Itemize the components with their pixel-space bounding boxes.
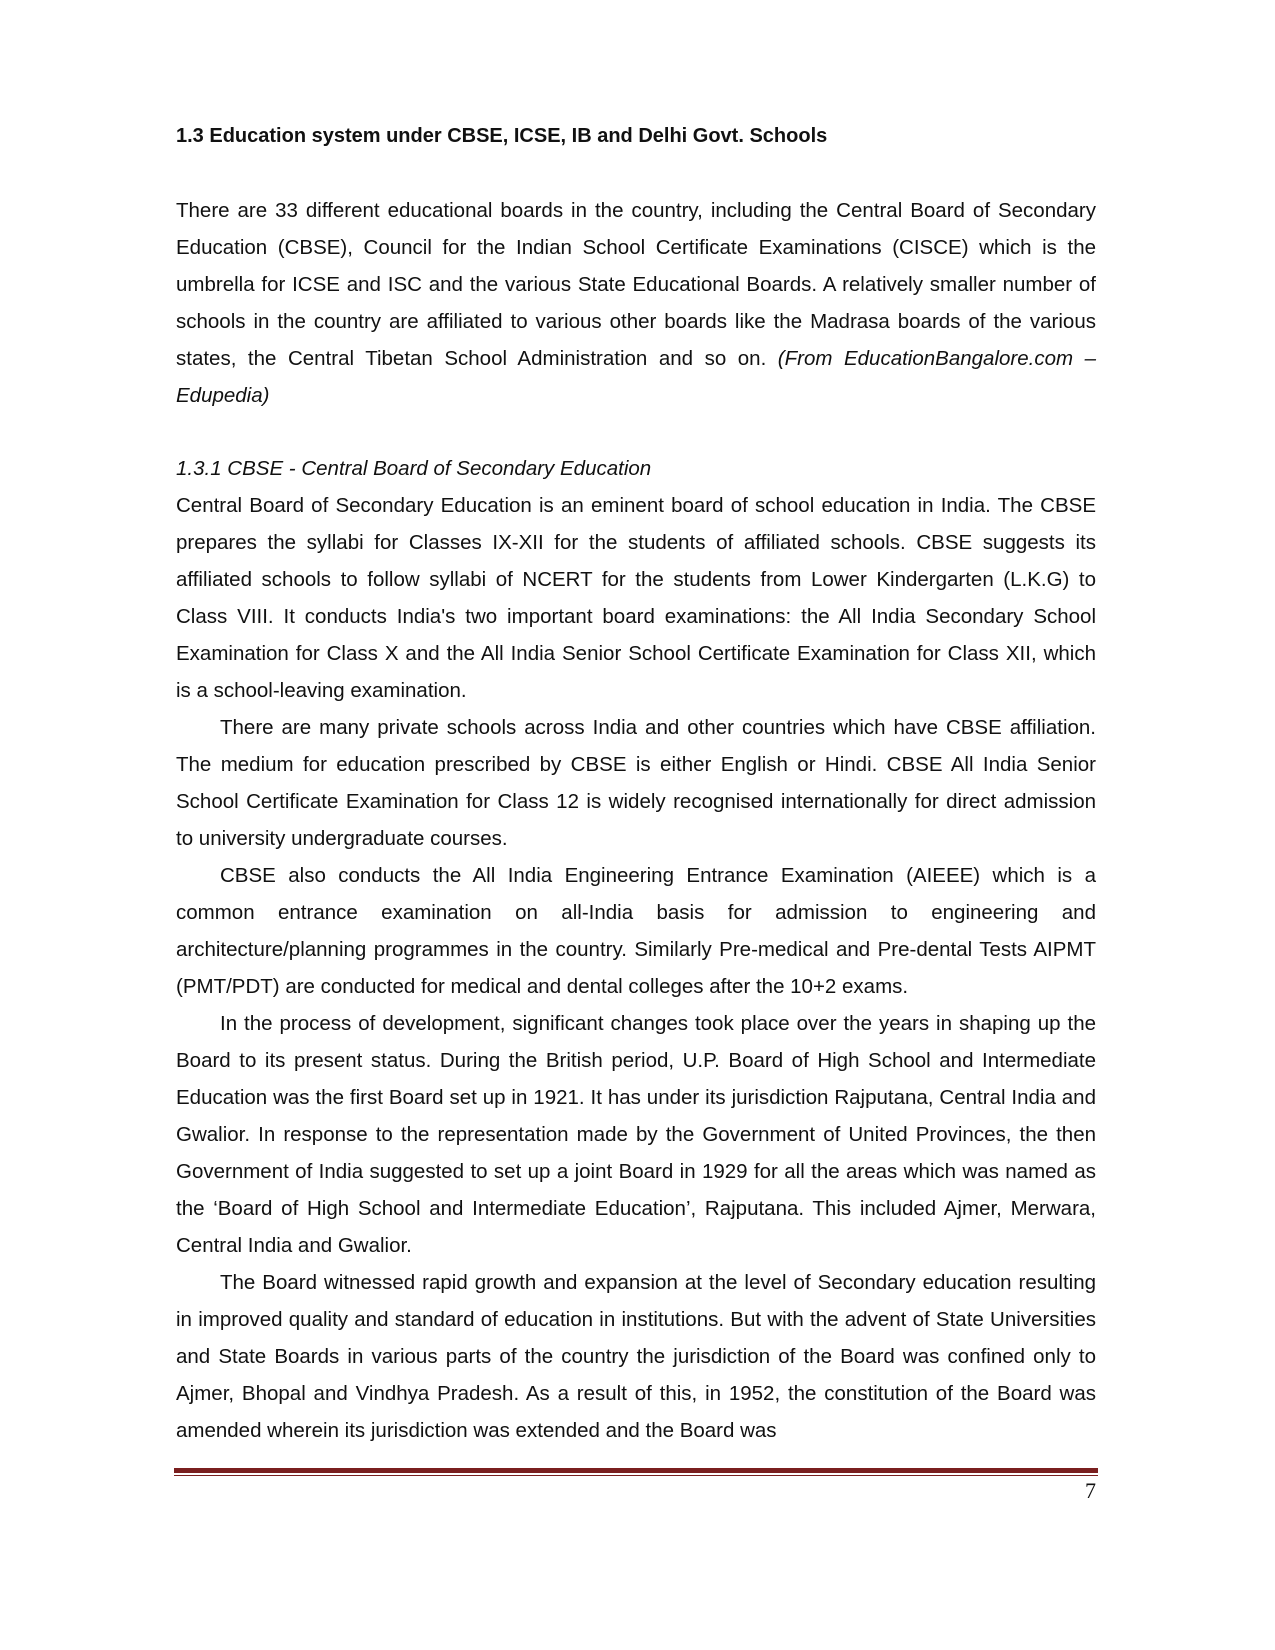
paragraph-history: In the process of development, significant changes took place over the years in shaping up the Board to its present status. During the British period, U.P. Board of High School and Intermediate Education was the first Board set up in 1921. It has under its jurisdiction Rajputana, Central India and Gwalior. In response to the representation made by the Government of United Provinces, the then Government of India suggested to set up a joint Board in 1929 for all the areas which was named as the ‘Board of High School and Intermediate Education’, Rajputana. This included Ajmer, Merwara, Central India and Gwalior. — [176, 1012, 1096, 1257]
footer-divider — [174, 1468, 1098, 1476]
footer-rule-thick — [174, 1468, 1098, 1473]
section-heading: 1.3 Education system under CBSE, ICSE, IB and Delhi Govt. Schools — [176, 125, 828, 147]
intro-text: There are 33 different educational boards in the country, including the Central Board of Secondary Education (CBSE), Council for the Indian School Certificate Examinations (CISCE) which is the umbrella for ICSE and ISC and the various State Educational Boards. A relatively smaller number of schools in the country are affiliated to various other boards like the Madrasa boards of the various states, the Central Tibetan School Administration and so on. — [176, 199, 1096, 370]
subsection-heading: 1.3.1 CBSE - Central Board of Secondary Education — [176, 457, 652, 480]
footer-rule-thin — [174, 1475, 1098, 1476]
intro-paragraph — [176, 192, 1096, 414]
paragraph-expansion: The Board witnessed rapid growth and expansion at the level of Secondary education resulting in improved quality and standard of education in institutions. But with the advent of State Universities and State Boards in various parts of the country the jurisdiction of the Board was confined only to Ajmer, Bhopal and Vindhya Pradesh. As a result of this, in 1952, the constitution of the Board was amended wherein its jurisdiction was extended and the Board was — [176, 1271, 1096, 1442]
intro-citation: (From EducationBangalore.com – Edupedia) — [176, 347, 1096, 407]
paragraph-cbse-overview: Central Board of Secondary Education is an eminent board of school education in India. The CBSE prepares the syllabi for Classes IX-XII for the students of affiliated schools. CBSE suggests its affiliated schools to follow syllabi of NCERT for the students from Lower Kindergarten (L.K.G) to Class VIII. It conducts India's two important board examinations: the All India Secondary School Examination for Class X and the All India Senior School Certificate Examination for Class XII, which is a school-leaving examination. — [176, 494, 1096, 702]
page-number: 7 — [1085, 1478, 1096, 1503]
paragraph-aieee: CBSE also conducts the All India Engineering Entrance Examination (AIEEE) which is a common entrance examination on all-India basis for admission to engineering and architecture/planning programmes in the country. Similarly Pre-medical and Pre-dental Tests AIPMT (PMT/PDT) are conducted for medical and dental colleges after the 10+2 exams. — [176, 864, 1096, 998]
document-page — [176, 118, 1096, 1449]
paragraph-private-schools: There are many private schools across India and other countries which have CBSE affiliation. The medium for education prescribed by CBSE is either English or Hindi. CBSE All India Senior School Certificate Examination for Class 12 is widely recognised internationally for direct admission to university undergraduate courses. — [176, 716, 1096, 850]
